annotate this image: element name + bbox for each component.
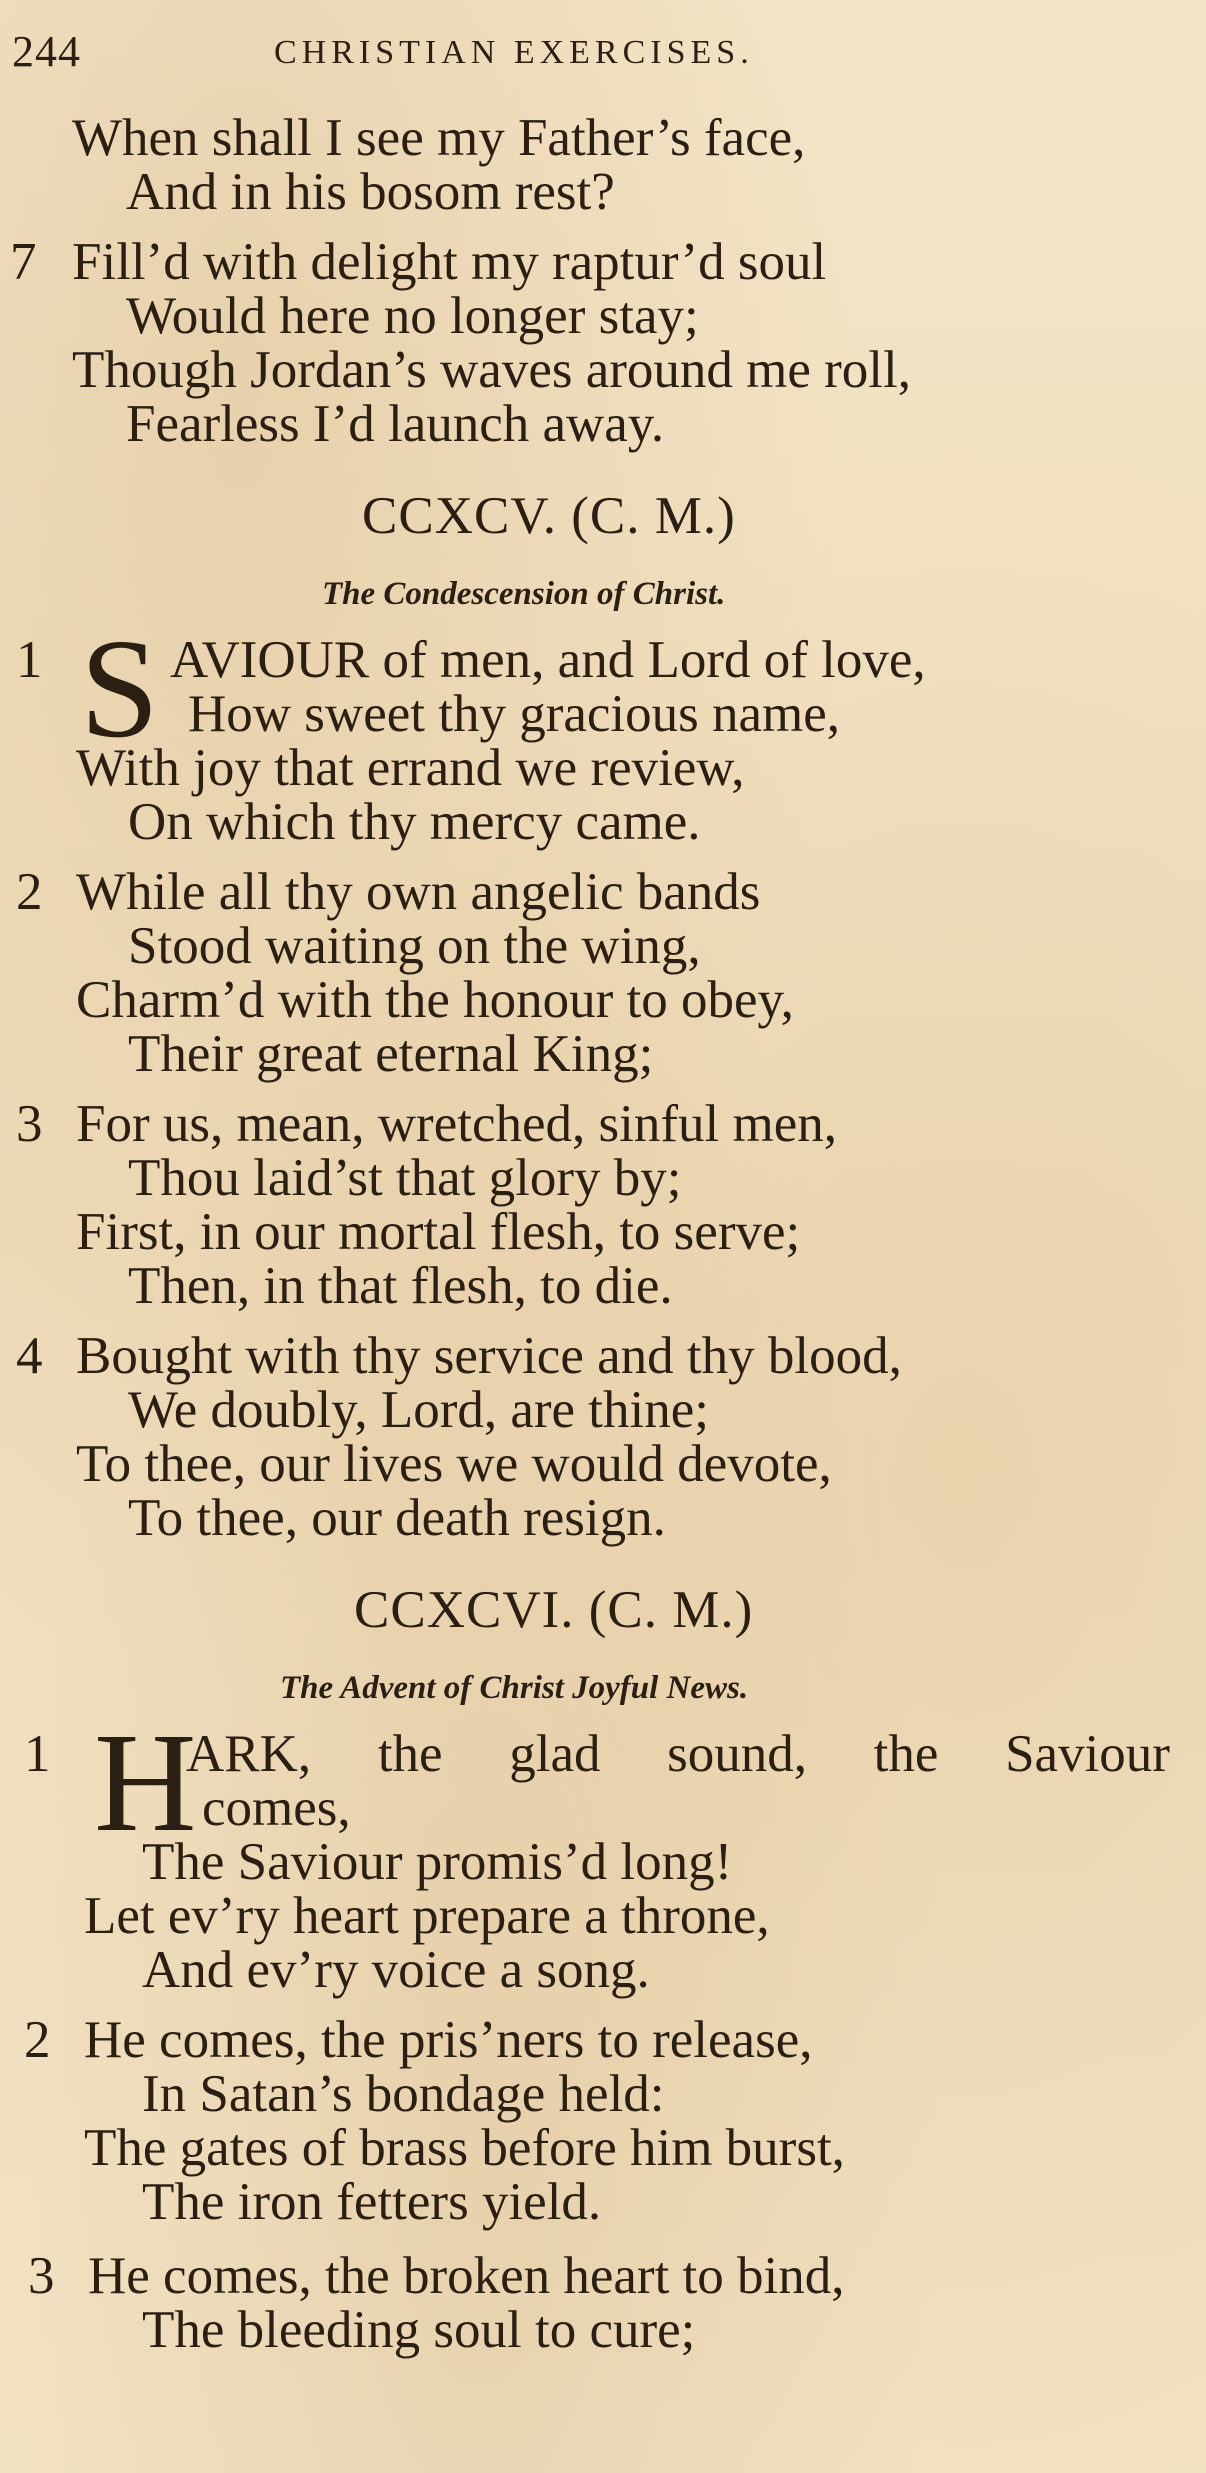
word: ARK, [186,1725,312,1783]
verse-line: Fearless I’d launch away. [126,395,665,453]
word: Saviour [1005,1725,1170,1783]
verse-line: He comes, the broken heart to bind, [88,2247,845,2305]
verse-line: In Satan’s bondage held: [142,2065,665,2123]
verse-line: comes, [202,1779,351,1837]
running-head: CHRISTIAN EXERCISES. [274,34,754,71]
verse-line: The bleeding soul to cure; [142,2301,696,2359]
verse-line: Fill’d with delight my raptur’d soul [72,233,827,291]
verse-line: Would here no longer stay; [126,287,699,345]
verse-line: With joy that errand we review, [76,739,745,797]
verse-line: Then, in that flesh, to die. [128,1257,673,1315]
page-header [12,26,1192,86]
verse-line: While all thy own angelic bands [76,863,761,921]
verse-line: The gates of brass before him burst, [84,2119,845,2177]
verse-line: Charm’d with the honour to obey, [76,971,794,1029]
verse-number: 7 [10,233,37,291]
verse-number: 1 [16,631,43,689]
verse-line: Though Jordan’s waves around me roll, [72,341,911,399]
verse-number: 4 [16,1327,43,1385]
verse-line: When shall I see my Father’s face, [72,109,806,167]
verse-line: The iron fetters yield. [142,2173,602,2231]
verse-line: How sweet thy gracious name, [188,685,841,743]
verse-number: 3 [16,1095,43,1153]
verse-line: AVIOUR of men, and Lord of love, [170,631,926,689]
word: the [873,1725,939,1783]
hymn-subtitle: The Advent of Christ Joyful News. [280,1670,749,1706]
verse-number: 3 [28,2247,55,2305]
page-number: 244 [12,27,81,76]
verse-number: 2 [16,863,43,921]
verse-line: He comes, the pris’ners to release, [84,2011,813,2069]
verse-line: And in his bosom rest? [126,163,615,221]
verse-line: The Saviour promis’d long! [142,1833,733,1891]
verse-line: For us, mean, wretched, sinful men, [76,1095,837,1153]
verse-line: We doubly, Lord, are thine; [128,1381,710,1439]
justified-line [186,1724,1170,1784]
word: glad [509,1725,601,1783]
hymn-subtitle: The Condescension of Christ. [322,576,726,612]
drop-cap: H [94,1703,197,1861]
verse-line: To thee, our death resign. [128,1489,666,1547]
drop-cap: S [80,609,159,767]
hymn-title: CCXCV. (C. M.) [362,487,736,545]
verse-line: Let ev’ry heart prepare a throne, [84,1887,770,1945]
verse-line: Their great eternal King; [128,1025,654,1083]
word: the [377,1725,443,1783]
verse-line: First, in our mortal flesh, to serve; [76,1203,801,1261]
verse-number: 2 [24,2011,51,2069]
verse-line: To thee, our lives we would devote, [76,1435,832,1493]
hymn-title: CCXCVI. (C. M.) [354,1581,754,1639]
verse-line: Bought with thy service and thy blood, [76,1327,902,1385]
verse-line: And ev’ry voice a song. [142,1941,650,1999]
word: sound, [667,1725,808,1783]
verse-line: Stood waiting on the wing, [128,917,701,975]
verse-number: 1 [24,1725,51,1783]
verse-line: Thou laid’st that glory by; [128,1149,682,1207]
verse-line: On which thy mercy came. [128,793,701,851]
